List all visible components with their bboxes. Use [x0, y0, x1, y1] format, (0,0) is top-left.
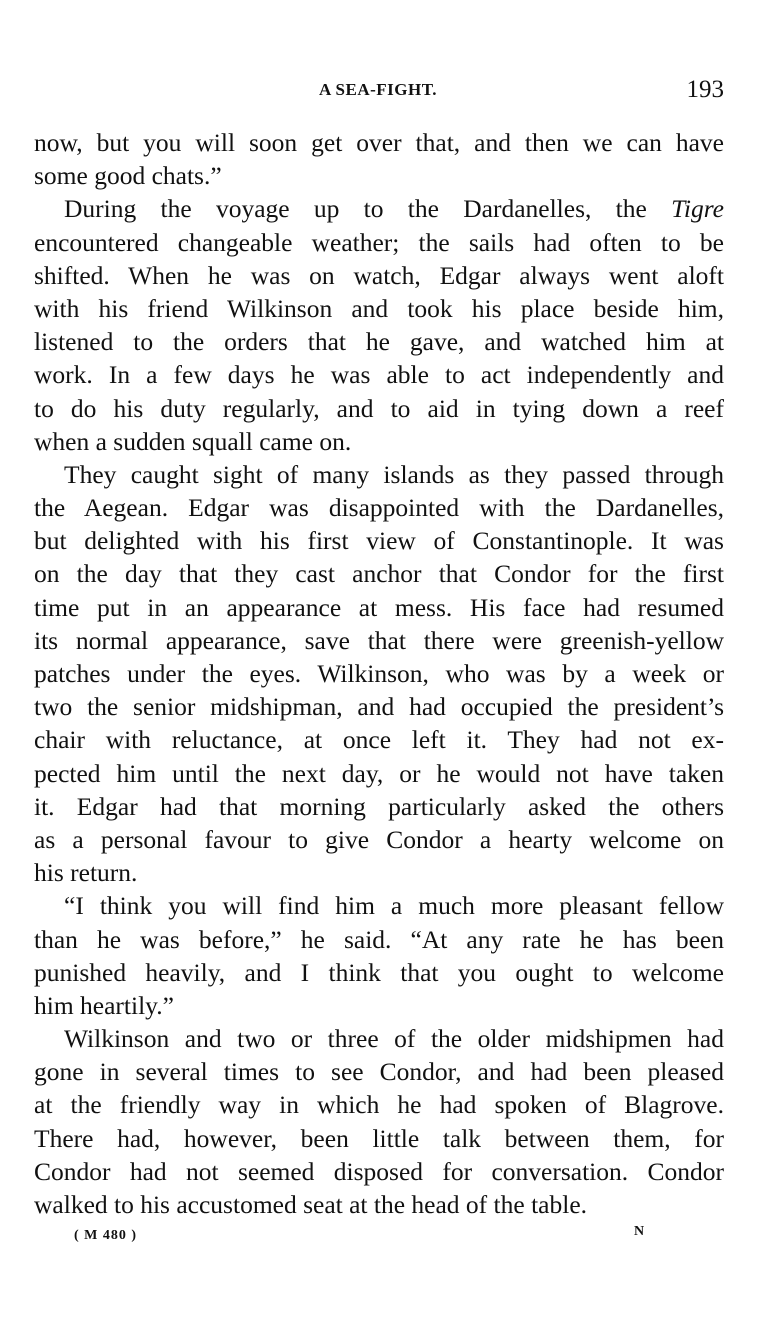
text-line: his return.	[34, 858, 138, 888]
text-line: its normal appearance, save that there were greenish-yellow	[34, 625, 724, 655]
text-line: listened to the orders that he gave, and watched him at	[34, 327, 724, 357]
text-line: some good chats.”	[34, 161, 222, 191]
body-text	[34, 126, 724, 1221]
text-line: on the day that they cast anchor that Condor for the first	[34, 559, 724, 589]
text-line: walked to his accustomed seat at the head of the table.	[34, 1190, 588, 1219]
text-line: him heartily.”	[34, 990, 174, 1020]
text-line: punished heavily, and I think that you ought to welcome	[34, 957, 724, 987]
text-line: encountered changeable weather; the sails had often to be	[34, 227, 724, 257]
text-line: shifted. When he was on watch, Edgar always went aloft	[34, 260, 724, 290]
text-line: with his friend Wilkinson and took his place beside him,	[34, 293, 724, 323]
text-line: Wilkinson and two or three of the older midshipmen had	[64, 1024, 724, 1054]
text-line: They caught sight of many islands as they passed through	[64, 459, 724, 489]
printer-signature-mark: ( M 480 )	[74, 1228, 138, 1243]
text-line: it. Edgar had that morning particularly asked the others	[34, 791, 724, 821]
text-line: gone in several times to see Condor, and had been pleased	[34, 1057, 724, 1087]
text-line: Condor had not seemed disposed for conversation. Condor	[34, 1156, 724, 1186]
text-line: chair with reluctance, at once left it. They had not ex-	[34, 725, 724, 755]
text-line: two the senior midshipman, and had occupied the president’s	[34, 692, 724, 722]
ship-name: Tigre	[671, 194, 724, 224]
text-line: patches under the eyes. Wilkinson, who was by a week or	[34, 659, 724, 688]
page-footer	[34, 1224, 724, 1248]
gathering-letter: N	[634, 1224, 645, 1239]
text-line: at the friendly way in which he had spoken of Blagrove.	[34, 1090, 724, 1120]
text-line: time put in an appearance at mess. His face had resumed	[34, 592, 724, 622]
text-line: but delighted with his first view of Constantinople. It was	[34, 526, 724, 556]
text-line: pected him until the next day, or he would not have taken	[34, 758, 724, 788]
text-line: There had, however, been little talk between them, for	[34, 1123, 724, 1153]
text-line: now, but you will soon get over that, and then we can have	[34, 128, 724, 157]
text-line: the Aegean. Edgar was disappointed with the Dardanelles,	[34, 493, 724, 523]
text-line: than he was before,” he said. “At any rate he has been	[34, 924, 724, 954]
text-line: work. In a few days he was able to act independently and	[34, 360, 724, 390]
running-head	[32, 76, 724, 106]
text-line: as a personal favour to give Condor a hearty welcome on	[34, 824, 724, 854]
text-line: “I think you will find him a much more pleasant fellow	[64, 891, 724, 921]
text-line: when a sudden squall came on.	[34, 426, 352, 456]
page-number: 193	[686, 76, 724, 103]
running-title: A SEA-FIGHT.	[318, 80, 438, 99]
text-line: During the voyage up to the Dardanelles, the Tigre	[64, 194, 724, 224]
text-line: to do his duty regularly, and to aid in tying down a reef	[34, 393, 724, 423]
